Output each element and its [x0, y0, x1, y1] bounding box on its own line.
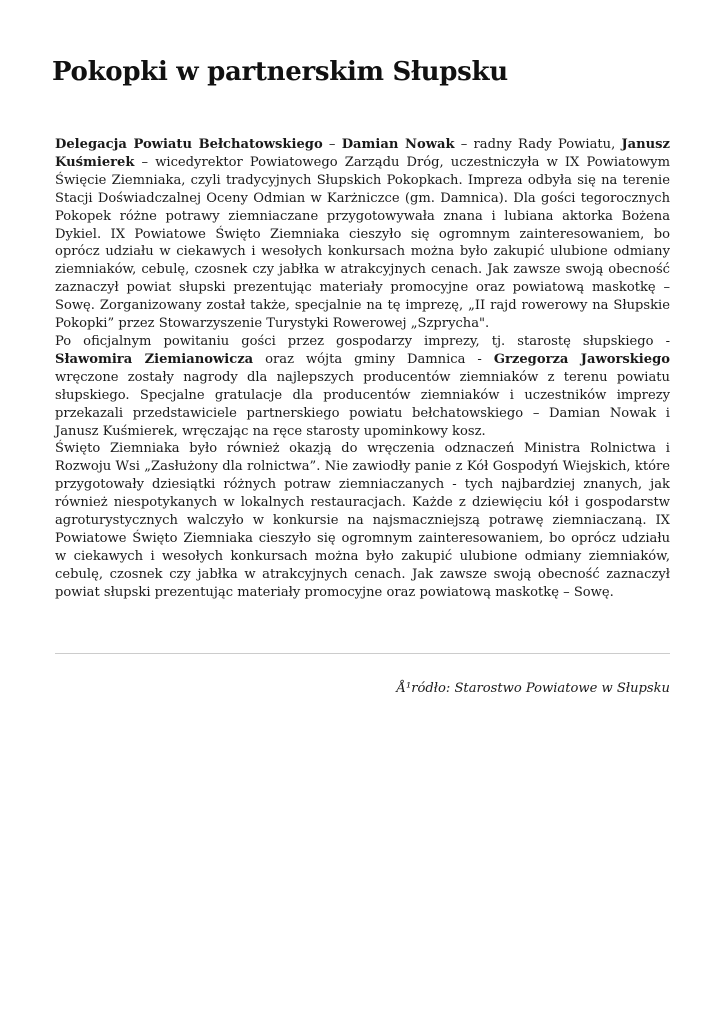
paragraph-3: Święto Ziemniaka było również okazją do wręczenia odznaczeń Ministra Rolnictwa i Rozwoju Wsi „Zasłużony dla rolnictwa”. Nie zawiodły panie z Kół Gospodyń Wiejskich, które przygotowały dziesiątki różnych potraw ziemniaczanych - tych najbardziej znanych, jak również niespotykanych w lokalnych restauracjach. Każde z dziewięciu kół i gospodarstw agroturystycznych walczyło w konkursie na najsmaczniejszą potrawę ziemniaczaną. IX Powiatowe Święto Ziemniaka cieszyło się ogromnym zainteresowaniem, bo oprócz udziału w ciekawych i wesołych konkursach można było zakupić ulubione odmiany ziemniaków, cebulę, czosnek czy jabłka w atrakcyjnych cenach. Jak zawsze swoją obecność zaznaczył powiat słupski prezentując materiały promocyjne oraz powiatową maskotkę – Sowę.: [55, 441, 670, 600]
source-credit: Å¹ródło: Starostwo Powiatowe w Słupsku: [396, 681, 670, 696]
paragraph-2-text-3: wręczone zostały nagrody dla najlepszych producentów ziemniaków z terenu powiatu słupskiego. Specjalne gratulacje dla producentów ziemniaków i uczestników imprezy przekazali przedstawiciele partnerskiego powiatu bełchatowskiego – Damian Nowak i Janusz Kuśmierek, wręczając na ręce starosty upominkowy kosz.: [55, 369, 670, 439]
paragraph-1-text-2: – radny Rady Powiatu,: [454, 137, 622, 152]
paragraph-2-text-1: Po oficjalnym powitaniu gości przez gospodarzy imprezy, tj. starostę słupskiego -: [55, 333, 670, 349]
paragraph-2-text-2: oraz wójta gminy Damnica -: [253, 351, 494, 367]
councillor-name: Damian Nowak: [341, 137, 455, 152]
vice-director-name: Janusz Kuśmierek: [55, 137, 670, 170]
starost-name: Sławomira Ziemianowicza: [55, 351, 254, 367]
footer-divider: [55, 653, 670, 654]
paragraph-1: [55, 136, 670, 333]
article-title: Pokopki w partnerskim Słupsku: [52, 57, 508, 87]
mayor-name: Grzegorza Jaworskiego: [493, 351, 670, 367]
paragraph-1-text-1: –: [322, 137, 342, 152]
article-body: [55, 136, 670, 602]
paragraph-2: [55, 333, 670, 440]
paragraph-1-text-3: – wicedyrektor Powiatowego Zarządu Dróg, uczestniczyła w IX Powiatowym Święcie Ziemniaka, czyli tradycyjnych Słupskich Pokopkach. Impreza odbyła się na terenie Stacji Doświadczalnej Oceny Odmian w Karżniczce (gm. Damnica). Dla gości tegorocznych Pokopek różne potrawy ziemniaczane przygotowywała znana i lubiana aktorka Bożena Dykiel. IX Powiatowe Święto Ziemniaka cieszyło się ogromnym zainteresowaniem, bo oprócz udziału w ciekawych i wesołych konkursach można było zakupić ulubione odmiany ziemniaków, cebulę, czosnek czy jabłka w atrakcyjnych cenach. Jak zawsze swoją obecność zaznaczył powiat słupski prezentując materiały promocyjne oraz powiatową maskotkę – Sowę. Zorganizowany został także, specjalnie na tę imprezę, „II rajd rowerowy na Słupskie Pokopki” przez Stowarzyszenie Turystyki Rowerowej „Szprycha".: [55, 154, 670, 332]
delegation-name: Delegacja Powiatu Bełchatowskiego: [55, 137, 323, 152]
